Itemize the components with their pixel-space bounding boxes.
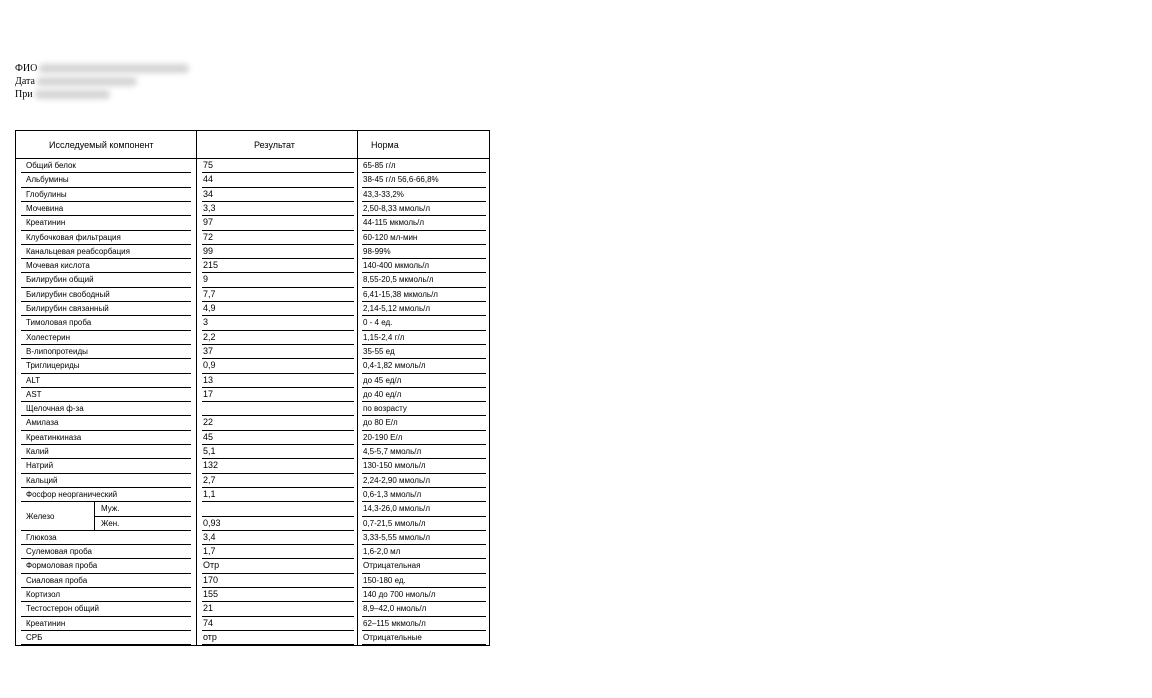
redacted-fio [39,64,189,73]
row-underline [202,315,354,316]
row-underline [202,630,354,631]
row-result: 44 [203,174,214,185]
row-underline [21,544,191,545]
row-underline [362,587,486,588]
row-underline [21,287,191,288]
row-underline [362,373,486,374]
column-divider [357,131,358,645]
row-underline [202,287,354,288]
row-underline [202,616,354,617]
row-underline [21,601,191,602]
row-norm: 65-85 г/л [363,161,396,170]
row-underline [362,387,486,388]
iron-label: Железо [26,511,55,521]
row-result: 13 [203,374,214,385]
row-underline [21,201,191,202]
row-result: 17 [203,388,214,399]
row-underline [21,344,191,345]
row-result: 75 [203,160,214,170]
row-result: отр [203,631,217,642]
row-norm: 2,50-8,33 ммоль/л [363,203,431,213]
iron-female-norm: 0,7-21,5 ммоль/л [363,518,426,528]
row-underline [21,415,191,416]
row-result: 74 [203,617,214,628]
row-underline [202,458,354,459]
row-name: Глюкоза [26,532,57,542]
row-underline [21,315,191,316]
row-norm: 0 - 4 ед. [363,318,393,328]
row-underline [362,458,486,459]
row-result: 99 [203,245,214,256]
row-underline [202,201,354,202]
row-name: Сулемовая проба [26,547,92,557]
row-underline [362,501,486,502]
row-norm: 1,6-2,0 мл [363,547,401,557]
row-underline [21,473,191,474]
header-divider [16,158,489,159]
row-underline [21,358,191,359]
row-underline [362,172,486,173]
row-result: 3,4 [203,531,216,542]
row-norm: 35-55 ед [363,346,395,356]
row-result: 3 [203,317,209,328]
row-result: 2,2 [203,331,216,342]
row-result: 1,7 [203,546,216,557]
row-underline [202,172,354,173]
column-header-result: Результат [254,139,295,150]
row-result: 97 [203,217,214,228]
row-underline [21,573,191,574]
row-underline [21,444,191,445]
date-line [15,75,189,88]
row-underline [21,373,191,374]
row-underline [202,301,354,302]
row-norm: Отрицательная [363,561,421,571]
row-norm: 60-120 мл-мин [363,232,418,242]
row-norm: 140 до 700 нмоль/л [363,590,436,599]
row-underline [21,487,191,488]
row-norm: 4,5-5,7 ммоль/л [363,447,422,456]
row-norm: 8,55-20,5 мкмоль/л [363,275,434,285]
iron-female-result: 0,93 [203,517,221,528]
row-name: ALT [26,375,41,385]
pri-label: При [15,89,33,100]
row-underline [362,415,486,416]
row-underline [202,215,354,216]
row-result: 22 [203,417,214,428]
row-underline [362,315,486,316]
row-norm: 1,15-2,4 г/л [363,332,405,342]
row-underline [21,630,191,631]
row-name: СРБ [26,632,43,642]
row-name: Мочевина [26,203,64,213]
column-header-component: Исследуемый компонент [49,139,154,150]
row-underline [362,473,486,474]
row-underline [362,258,486,259]
row-underline [202,258,354,259]
row-underline [202,244,354,245]
row-norm: 38-45 г/л 56,6-66,8% [363,175,439,185]
redacted-pri [35,90,110,99]
row-name: Натрий [26,461,54,471]
row-result: 34 [203,188,214,199]
row-result: 37 [203,345,214,356]
row-underline [202,401,354,402]
row-underline [21,587,191,588]
row-underline [202,387,354,388]
row-underline [202,573,354,574]
row-name: Креатинин [26,618,66,628]
row-norm: 0,6-1,3 ммоль/л [363,489,422,499]
row-result: 72 [203,231,214,242]
row-underline [21,172,191,173]
row-norm: 20-190 Е/л [363,432,403,442]
row-underline [202,558,354,559]
row-norm: до 80 Е/л [363,418,398,428]
row-result: 170 [203,574,219,585]
pri-line [15,88,189,101]
row-underline [202,544,354,545]
row-underline [362,272,486,273]
row-name: Креатинкиназа [26,432,82,442]
row-underline [21,387,191,388]
row-norm: 2,14-5,12 ммоль/л [363,304,431,313]
row-name: Калий [26,447,49,456]
row-norm: 62–115 мкмоль/л [363,618,426,628]
row-underline [362,230,486,231]
row-underline [202,587,354,588]
row-name: Амилаза [26,418,59,428]
row-name: Глобулины [26,189,67,199]
fio-label: ФИО [15,63,38,74]
row-underline [362,487,486,488]
row-norm: 140-400 мкмоль/л [363,261,430,271]
row-underline [362,430,486,431]
row-underline [21,258,191,259]
row-underline [362,616,486,617]
row-underline [202,430,354,431]
row-underline [21,430,191,431]
row-underline [202,501,354,502]
row-name: Билирубин свободный [26,289,110,299]
row-name: Билирубин связанный [26,304,109,313]
row-underline [362,401,486,402]
row-result: 5,1 [203,446,216,456]
row-norm: 43,3-33,2% [363,189,404,199]
row-underline [21,501,191,502]
row-underline [362,244,486,245]
row-underline [202,272,354,273]
row-norm: 98-99% [363,246,391,256]
row-underline [362,544,486,545]
row-underline [362,301,486,302]
row-underline [95,516,191,517]
row-name: Альбумины [26,175,69,185]
row-underline [202,487,354,488]
row-name: Билирубин общий [26,275,94,285]
iron-male-norm: 14,3-26,0 ммоль/л [363,504,431,514]
row-name: Щелочная ф-за [26,404,84,414]
lab-results-table [15,130,490,646]
row-norm: до 45 ед/л [363,375,402,385]
row-underline [202,187,354,188]
row-name: Кортизол [26,590,61,599]
row-underline [362,201,486,202]
row-underline [202,644,354,645]
row-norm: до 40 ед/л [363,389,402,399]
row-underline [21,215,191,216]
row-underline [21,244,191,245]
column-divider [196,131,197,645]
row-result: 0,9 [203,360,216,371]
row-underline [202,330,354,331]
row-norm: 130-150 ммоль/л [363,461,426,471]
row-norm: 150-180 ед. [363,575,406,585]
row-underline [21,330,191,331]
row-norm: 8,9–42,0 нмоль/л [363,604,427,614]
row-underline [202,344,354,345]
row-name: Клубочковая фильтрация [26,232,121,242]
row-underline [21,187,191,188]
row-norm: Отрицательные [363,632,422,642]
row-underline [21,230,191,231]
row-name: Общий белок [26,161,76,170]
row-underline [362,630,486,631]
row-result: 155 [203,589,219,599]
row-underline [202,230,354,231]
row-name: Тимоловая проба [26,318,92,328]
row-name: Креатинин [26,218,66,228]
row-underline [202,516,354,517]
row-norm: 44-115 мкмоль/л [363,218,425,228]
row-name: Тестостерон общий [26,604,100,614]
row-underline [202,601,354,602]
row-norm: по возрасту [363,404,407,414]
iron-male-label: Муж. [101,504,120,514]
redacted-date [37,77,137,86]
row-result: 3,3 [203,202,216,213]
row-norm: 6,41-15,38 мкмоль/л [363,289,438,299]
iron-female-label: Жен. [101,518,120,528]
row-name: Формоловая проба [26,561,98,571]
row-underline [362,558,486,559]
row-result: 45 [203,431,214,442]
row-result: 4,9 [203,303,216,313]
row-underline [21,558,191,559]
row-name: Фосфор неорганический [26,489,118,499]
row-result: 215 [203,260,219,271]
row-underline [362,530,486,531]
row-name: Сиаловая проба [26,575,88,585]
row-underline [21,301,191,302]
row-underline [202,415,354,416]
row-underline [21,272,191,273]
row-underline [202,373,354,374]
row-name: Холестерин [26,332,70,342]
row-name: Кальций [26,475,58,485]
row-name: Мочевая кислота [26,261,90,271]
row-norm: 3,33-5,55 ммоль/л [363,532,431,542]
row-result: 1,1 [203,488,216,499]
row-name: В-липопротеиды [26,346,88,356]
row-underline [21,458,191,459]
row-result: 21 [203,603,214,614]
row-underline [202,473,354,474]
row-underline [362,358,486,359]
row-underline [21,616,191,617]
row-name: Триглицериды [26,361,80,371]
date-label: Дата [15,76,35,87]
row-underline [21,644,191,645]
row-underline [21,530,191,531]
row-underline [21,401,191,402]
row-result: Отр [203,560,220,571]
patient-header [15,62,189,101]
row-result: 132 [203,460,219,471]
row-underline [362,344,486,345]
row-underline [362,644,486,645]
row-result: 7,7 [203,288,216,299]
row-underline [362,601,486,602]
row-result: 9 [203,274,209,285]
row-underline [362,287,486,288]
row-underline [202,530,354,531]
row-underline [202,444,354,445]
row-norm: 2,24-2,90 ммоль/л [363,475,431,485]
fio-line [15,62,189,75]
row-underline [362,516,486,517]
row-name: AST [26,389,42,399]
row-name: Канальцевая реабсорбация [26,246,130,256]
row-underline [362,330,486,331]
row-norm: 0,4-1,82 ммоль/л [363,361,426,371]
row-underline [362,215,486,216]
row-underline [362,573,486,574]
row-result: 2,7 [203,474,216,485]
row-underline [362,187,486,188]
row-underline [202,358,354,359]
column-header-norm: Норма [371,139,399,150]
row-underline [362,444,486,445]
